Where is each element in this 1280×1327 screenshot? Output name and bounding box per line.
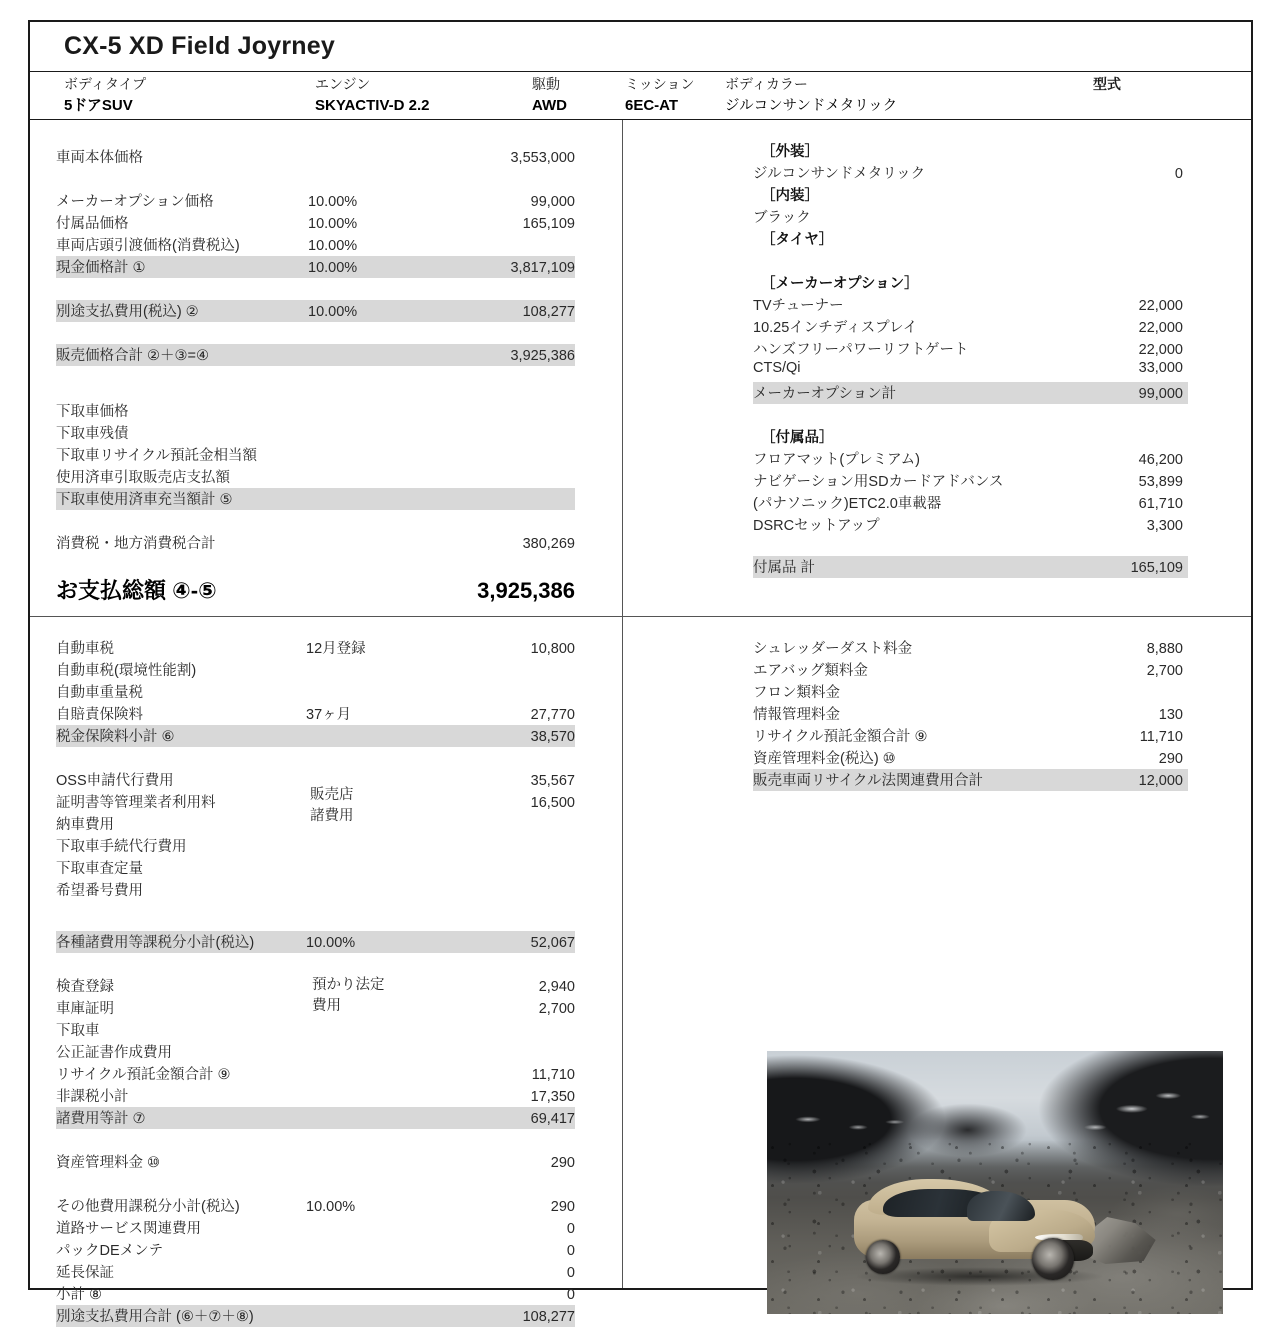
table-row xyxy=(56,857,575,879)
table-row-maker-option-total xyxy=(753,382,1188,404)
row-amount: 11,710 xyxy=(531,1067,575,1083)
row-amount: 52,067 xyxy=(530,935,575,951)
row-label: 別途支払費用(税込) ② xyxy=(56,304,199,320)
table-row xyxy=(56,1151,575,1173)
statutory-fee-note-line2: 費用 xyxy=(312,998,341,1014)
row-label: 下取車使用済車充当額計 ⑤ xyxy=(56,492,233,508)
spec-mission-value: 6EC-AT xyxy=(625,97,679,114)
row-label: 道路サービス関連費用 xyxy=(56,1221,201,1237)
row-label: 証明書等管理業者利用料 xyxy=(56,795,216,811)
row-amount: 290 xyxy=(550,1199,575,1215)
table-row xyxy=(56,637,575,659)
row-label: 非課税小計 xyxy=(56,1089,129,1105)
row-label: 車両本体価格 xyxy=(56,150,143,166)
table-row xyxy=(56,1239,575,1261)
row-amount: 3,553,000 xyxy=(510,150,575,166)
row-amount: 16,500 xyxy=(530,795,575,811)
table-row xyxy=(753,747,1188,769)
row-amount: 46,200 xyxy=(1138,452,1183,468)
fees-panel xyxy=(30,617,622,1325)
table-row xyxy=(56,997,575,1019)
spec-body-type-label: ボディタイプ xyxy=(64,76,147,92)
equipment-rows xyxy=(623,162,1253,184)
row-rate: 10.00% xyxy=(308,216,358,232)
row-label: フロアマット(プレミアム) xyxy=(753,452,920,468)
table-row-tradein-total xyxy=(56,488,575,510)
table-row xyxy=(56,1195,575,1217)
row-label: 別途支払費用合計 (⑥＋⑦＋⑧) xyxy=(56,1309,254,1325)
row-amount: 165,109 xyxy=(1130,560,1183,576)
spec-body-color-label: ボディカラー xyxy=(725,76,808,92)
row-label: 諸費用等計 ⑦ xyxy=(56,1111,146,1127)
maker-option-heading: ［メーカーオプション］ xyxy=(761,276,919,292)
row-amount: 53,899 xyxy=(1138,474,1183,490)
table-row-subtotal xyxy=(56,256,575,278)
row-rate: 10.00% xyxy=(308,194,358,210)
row-label: 車庫証明 xyxy=(56,1001,114,1017)
dealer-fee-note-line1: 販売店 xyxy=(310,787,354,803)
table-row xyxy=(56,769,575,791)
row-amount: 0 xyxy=(566,1243,575,1259)
maker-option-rows xyxy=(623,294,1253,404)
row-amount: 35,567 xyxy=(530,773,575,789)
table-row xyxy=(753,514,1188,536)
table-row xyxy=(56,146,575,168)
table-row xyxy=(753,294,1188,316)
table-row xyxy=(753,725,1188,747)
table-row xyxy=(56,234,575,256)
row-amount: 3,925,386 xyxy=(510,348,575,364)
row-amount: 99,000 xyxy=(1138,386,1183,402)
row-label: 現金価格計 ① xyxy=(56,260,146,276)
row-note: 12月登録 xyxy=(306,641,366,657)
row-label: 小計 ⑧ xyxy=(56,1287,103,1303)
statutory-fee-note-line1: 預かり法定 xyxy=(312,977,385,993)
spec-model-code-label: 型式 xyxy=(1093,76,1121,92)
table-row-consumption-tax xyxy=(56,532,575,554)
dealer-fee-rows xyxy=(30,769,622,901)
row-amount: 0 xyxy=(566,1265,575,1281)
table-row-tax-subtotal xyxy=(56,725,575,747)
row-amount: 3,817,109 xyxy=(510,260,575,276)
body-grid xyxy=(30,120,1251,1325)
row-amount: 130 xyxy=(1158,707,1183,723)
row-amount: 8,880 xyxy=(1146,641,1183,657)
row-label: OSS申請代行費用 xyxy=(56,773,174,789)
row-label: 付属品価格 xyxy=(56,216,129,232)
suv-rear-wheel xyxy=(866,1240,900,1274)
row-amount: 108,277 xyxy=(522,304,575,320)
row-amount: 290 xyxy=(1158,751,1183,767)
accessory-heading: ［付属品］ xyxy=(761,430,834,446)
table-row xyxy=(753,637,1188,659)
table-row-recycle-total xyxy=(753,769,1188,791)
dealer-fee-note-line2: 諸費用 xyxy=(310,808,354,824)
table-row xyxy=(56,466,575,488)
row-amount: 2,700 xyxy=(1146,663,1183,679)
spec-mission xyxy=(625,74,694,117)
spec-body-type xyxy=(64,74,146,117)
row-amount: 38,570 xyxy=(530,729,575,745)
spec-engine xyxy=(315,74,430,117)
table-row xyxy=(56,813,575,835)
row-amount: 10,800 xyxy=(530,641,575,657)
row-label: 付属品 計 xyxy=(753,560,816,576)
table-row xyxy=(56,444,575,466)
row-amount: 27,770 xyxy=(530,707,575,723)
row-label: 販売価格合計 ②＋③=④ xyxy=(56,348,209,364)
suv-windshield xyxy=(967,1191,1035,1220)
row-label: 希望番号費用 xyxy=(56,883,143,899)
spec-mission-label: ミッション xyxy=(625,76,695,92)
table-row-dealer-subtotal xyxy=(56,931,575,953)
vehicle-photo xyxy=(767,1051,1223,1314)
spec-drive-value: AWD xyxy=(532,97,567,114)
interior-heading: ［内装］ xyxy=(761,188,819,204)
table-row xyxy=(56,835,575,857)
row-label: リサイクル預託金額合計 ⑨ xyxy=(753,729,928,745)
row-amount: 22,000 xyxy=(1138,298,1183,314)
spec-engine-value: SKYACTIV-D 2.2 xyxy=(315,97,430,114)
table-row xyxy=(56,879,575,901)
row-label: 下取車価格 xyxy=(56,404,129,420)
grand-total-amount: 3,925,386 xyxy=(477,578,575,603)
quotation-sheet xyxy=(28,20,1253,1325)
row-label: フロン類料金 xyxy=(753,685,840,701)
spec-body-color-value: ジルコンサンドメタリック xyxy=(725,98,898,114)
row-label: TVチューナー xyxy=(753,298,844,314)
table-row xyxy=(56,190,575,212)
row-label: 下取車手続代行費用 xyxy=(56,839,187,855)
row-rate: 10.00% xyxy=(308,304,358,320)
row-label: メーカーオプション価格 xyxy=(56,194,214,210)
table-row-accessory-total xyxy=(753,556,1188,578)
spec-engine-label: エンジン xyxy=(315,76,371,92)
row-label: 税金保険料小計 ⑥ xyxy=(56,729,175,745)
row-amount: 11,710 xyxy=(1139,729,1183,745)
row-label: ジルコンサンドメタリック xyxy=(753,166,926,182)
row-label: パックDEメンテ xyxy=(56,1243,164,1259)
table-row xyxy=(56,975,575,997)
row-label: 納車費用 xyxy=(56,817,114,833)
table-row xyxy=(56,1085,575,1107)
row-label: 自動車税 xyxy=(56,641,114,657)
row-rate: 10.00% xyxy=(308,260,358,276)
row-amount: 2,940 xyxy=(538,979,575,995)
row-label: 消費税・地方消費税合計 xyxy=(56,536,216,552)
row-amount: 33,000 xyxy=(1138,360,1183,376)
spec-body-type-value: 5ドアSUV xyxy=(64,97,133,114)
table-row xyxy=(753,316,1188,338)
row-amount: 3,300 xyxy=(1146,518,1183,534)
table-row xyxy=(56,1283,575,1305)
row-amount: 61,710 xyxy=(1138,496,1183,512)
row-amount: 108,277 xyxy=(522,1309,575,1325)
row-amount: 0 xyxy=(566,1221,575,1237)
table-row xyxy=(753,703,1188,725)
row-label: 資産管理料金 ⑩ xyxy=(56,1155,161,1171)
dealer-subtotal-row xyxy=(30,931,622,953)
table-row-separate-payment xyxy=(56,300,575,322)
recycle-panel xyxy=(623,617,1253,1288)
table-row xyxy=(56,659,575,681)
spec-drive-label: 駆動 xyxy=(532,76,560,92)
row-amount: 2,700 xyxy=(538,1001,575,1017)
price-summary-panel xyxy=(30,120,622,616)
row-label: その他費用課税分小計(税込) xyxy=(56,1199,240,1215)
table-row-sales-total xyxy=(56,344,575,366)
table-row xyxy=(56,791,575,813)
page-title: CX-5 XD Field Joyrney xyxy=(64,32,335,60)
table-row-separate-payment-total xyxy=(56,1305,575,1327)
table-row xyxy=(56,400,575,422)
row-rate: 10.00% xyxy=(308,238,358,254)
table-row xyxy=(56,1063,575,1085)
asset-fee-row xyxy=(30,1151,622,1173)
recycle-rows xyxy=(623,637,1253,791)
row-label: 下取車リサイクル預託金相当額 xyxy=(56,448,257,464)
row-amount: 0 xyxy=(566,1287,575,1303)
table-row xyxy=(56,1261,575,1283)
row-amount: 290 xyxy=(550,1155,575,1171)
row-label: 車両店頭引渡価格(消費税込) xyxy=(56,238,240,254)
row-label: 販売車両リサイクル法関連費用合計 xyxy=(753,773,983,789)
row-amount: 99,000 xyxy=(530,194,575,210)
row-rate: 10.00% xyxy=(306,935,356,951)
spec-drive xyxy=(532,74,567,117)
row-label: 延長保証 xyxy=(56,1265,114,1281)
row-label: 使用済車引取販売店支払額 xyxy=(56,470,230,486)
row-label: 情報管理料金 xyxy=(753,707,840,723)
row-label: 下取車査定量 xyxy=(56,861,143,877)
row-amount: 69,417 xyxy=(530,1111,575,1127)
row-label: 検査登録 xyxy=(56,979,114,995)
row-label: 下取車残債 xyxy=(56,426,129,442)
row-label: 自動車税(環境性能割) xyxy=(56,663,197,679)
row-label: シュレッダーダスト料金 xyxy=(753,641,913,657)
row-label: ナビゲーション用SDカードアドバンス xyxy=(753,474,1004,490)
row-label: エアバッグ類料金 xyxy=(753,663,868,679)
row-label: リサイクル預託金額合計 ⑨ xyxy=(56,1067,231,1083)
table-row xyxy=(753,681,1188,703)
row-label: メーカーオプション計 xyxy=(753,386,897,402)
row-label: 資産管理料金(税込) ⑩ xyxy=(753,751,896,767)
row-label: ハンズフリーパワーリフトゲート xyxy=(753,342,969,358)
row-label: 公正証書作成費用 xyxy=(56,1045,172,1061)
table-row xyxy=(753,360,1188,382)
table-row xyxy=(56,1041,575,1063)
accessory-rows xyxy=(623,448,1253,578)
row-amount: 17,350 xyxy=(530,1089,575,1105)
vehicle-price-rows xyxy=(30,146,622,554)
row-label: 自賠責保険料 xyxy=(56,707,143,723)
table-row xyxy=(56,681,575,703)
equipment-panel xyxy=(623,120,1253,616)
row-amount: 380,269 xyxy=(522,536,575,552)
table-row xyxy=(56,703,575,725)
table-row xyxy=(753,659,1188,681)
table-row xyxy=(753,162,1188,184)
row-label: (パナソニック)ETC2.0車載器 xyxy=(753,496,942,512)
table-row xyxy=(56,422,575,444)
grand-total-label: お支払総額 ④-⑤ xyxy=(56,578,217,603)
tire-heading: ［タイヤ］ xyxy=(761,232,834,248)
row-label: 自動車重量税 xyxy=(56,685,143,701)
row-note: 37ヶ月 xyxy=(306,707,352,723)
table-row xyxy=(56,212,575,234)
row-amount: 12,000 xyxy=(1138,773,1183,789)
table-row xyxy=(753,492,1188,514)
suv-front-wheel xyxy=(1032,1238,1073,1280)
table-row xyxy=(753,448,1188,470)
row-label: 下取車 xyxy=(56,1023,100,1039)
spec-header-row xyxy=(30,72,1251,120)
row-label: 各種諸費用等課税分小計(税込) xyxy=(56,935,255,951)
table-row-fees-total xyxy=(56,1107,575,1129)
row-amount: 22,000 xyxy=(1138,320,1183,336)
row-label: 10.25インチディスプレイ xyxy=(753,320,918,336)
spec-model-code xyxy=(1093,74,1121,95)
statutory-fee-rows xyxy=(30,975,622,1129)
row-label: CTS/Qi xyxy=(753,360,801,376)
grand-total-row xyxy=(30,574,622,610)
row-amount: 0 xyxy=(1174,166,1183,182)
suv-illustration xyxy=(854,1175,1096,1280)
spec-body-color xyxy=(725,74,897,117)
row-amount: 165,109 xyxy=(522,216,575,232)
other-fee-rows xyxy=(30,1195,622,1327)
table-row xyxy=(56,1019,575,1041)
table-row xyxy=(56,1217,575,1239)
table-row xyxy=(753,470,1188,492)
exterior-heading: ［外装］ xyxy=(761,144,819,160)
tax-rows xyxy=(30,637,622,747)
row-label: DSRCセットアップ xyxy=(753,518,880,534)
table-row xyxy=(753,338,1188,360)
interior-value: ブラック xyxy=(753,210,811,226)
row-amount: 22,000 xyxy=(1138,342,1183,358)
title-band xyxy=(30,22,1251,72)
row-rate: 10.00% xyxy=(306,1199,356,1215)
